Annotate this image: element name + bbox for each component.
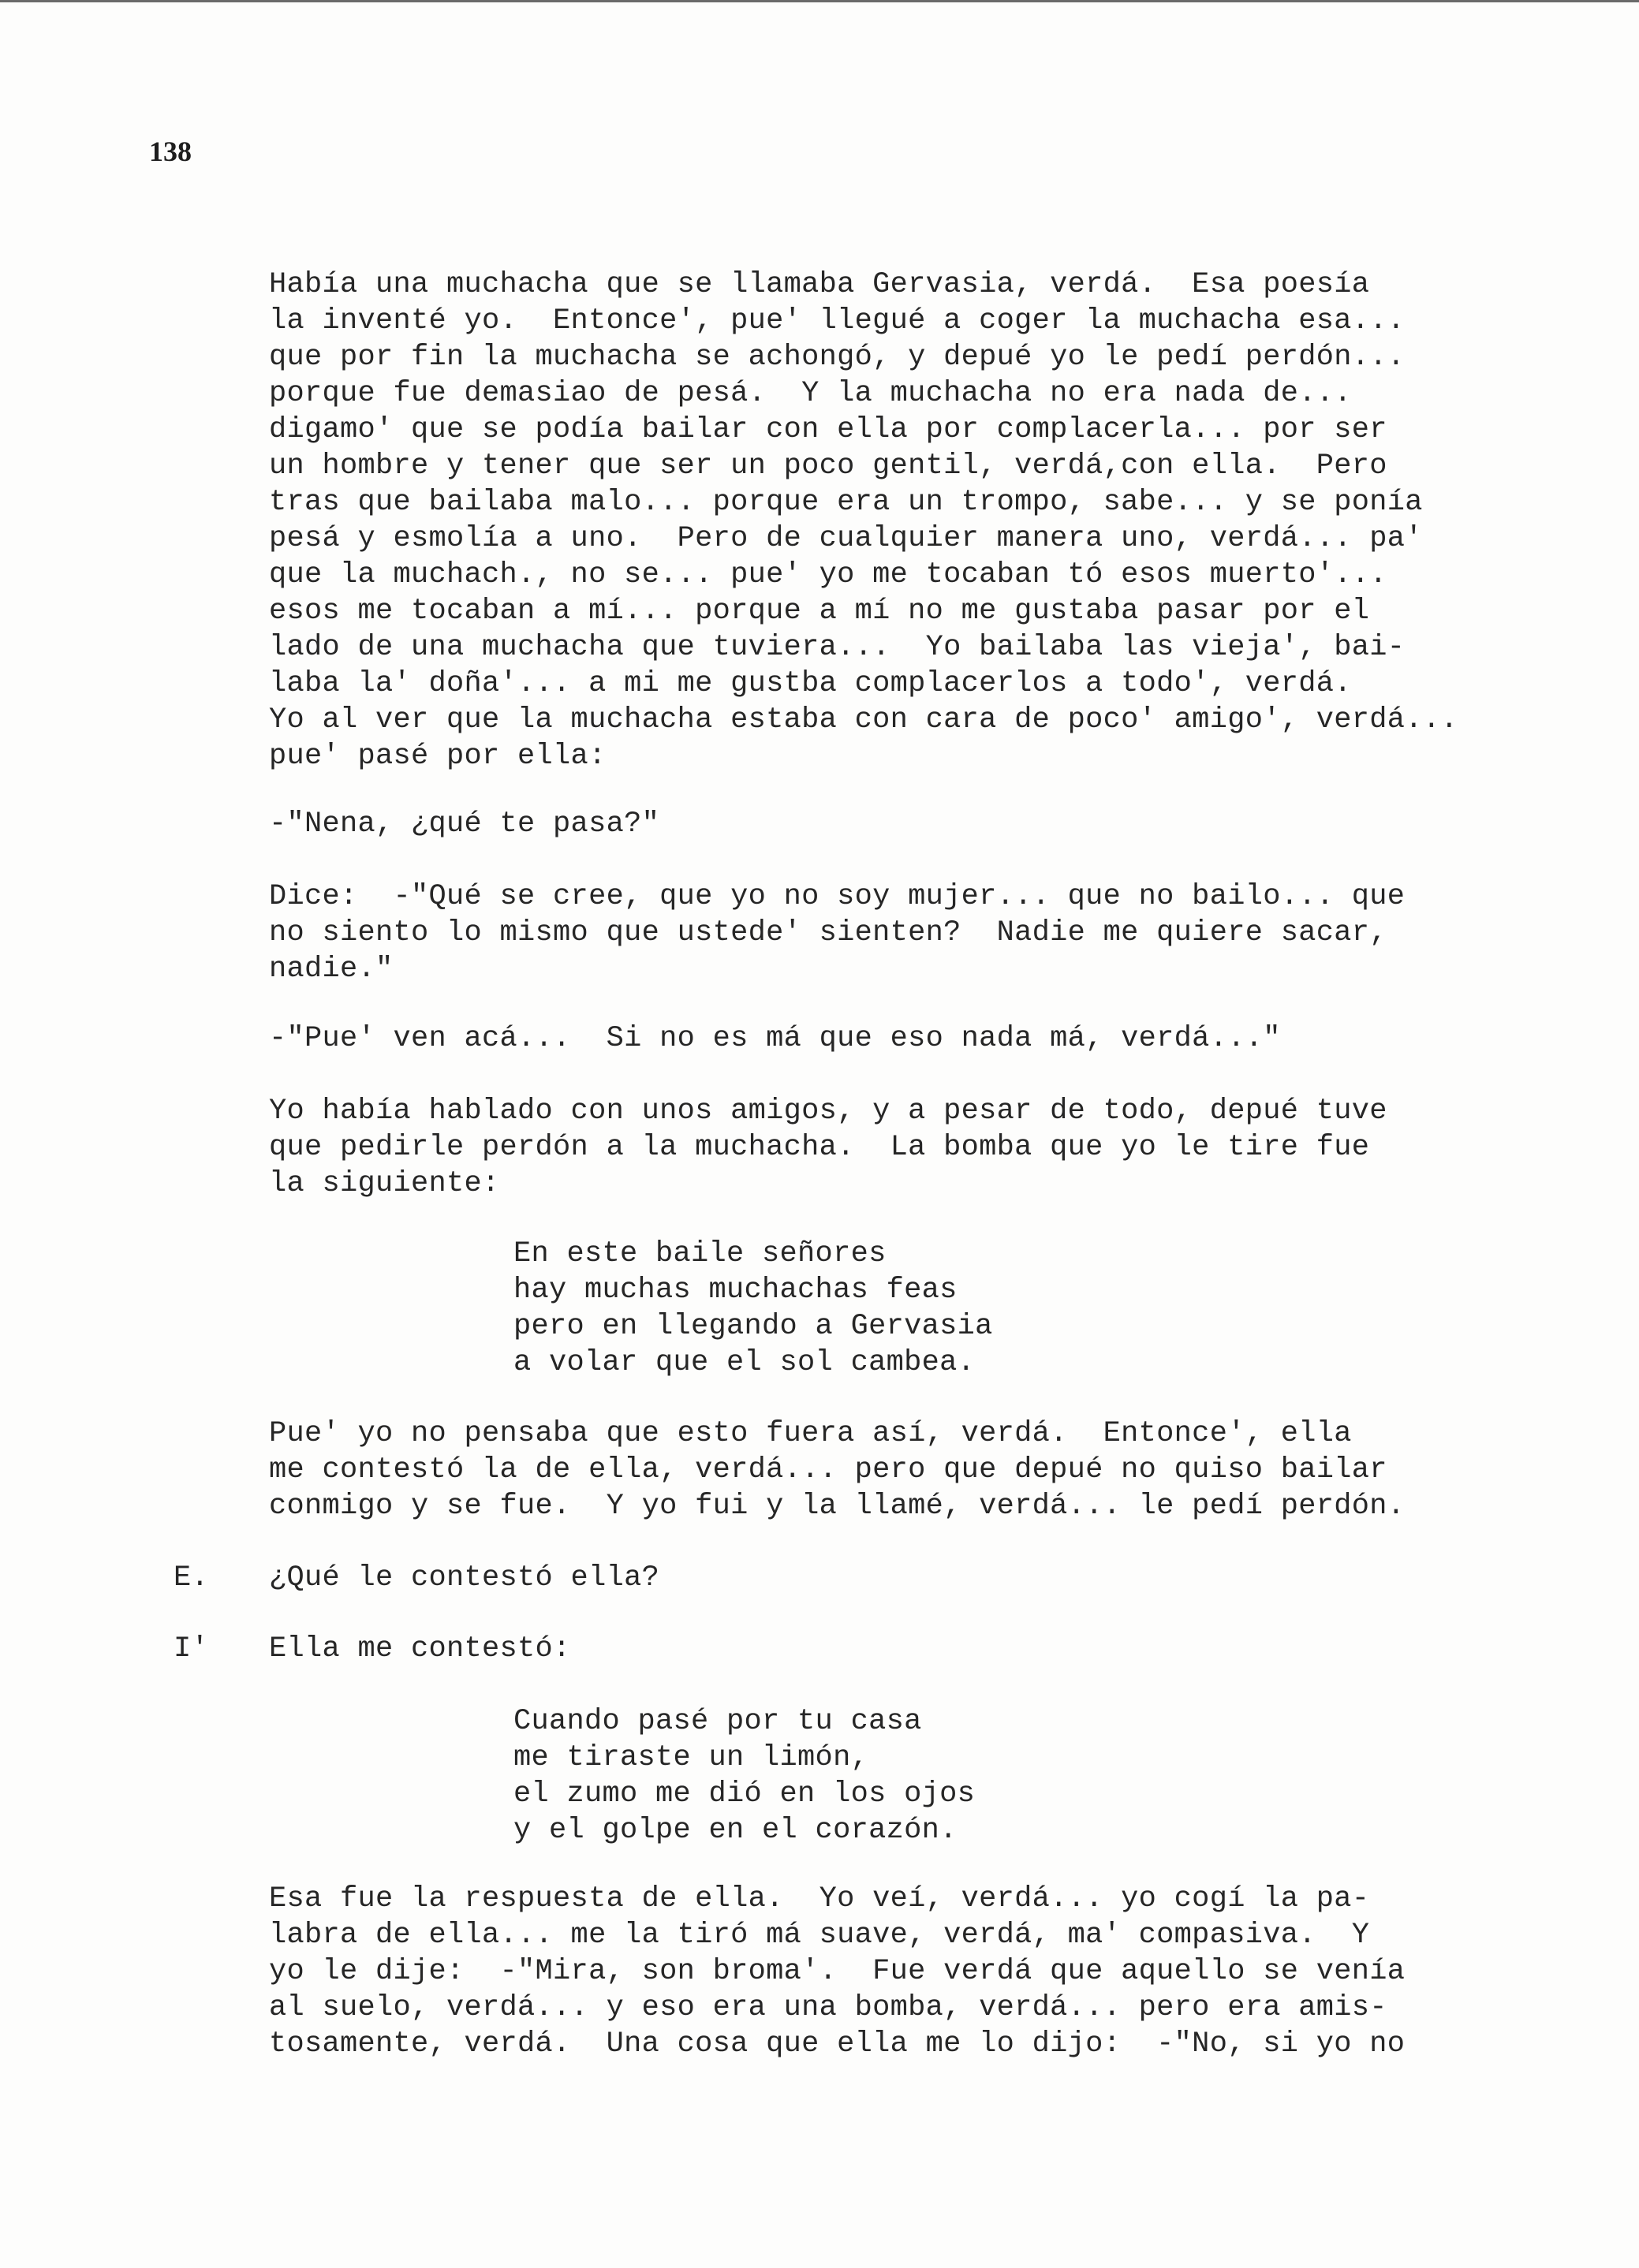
- text-line: que la muchach., no se... pue' yo me tocaban tó esos muerto'...: [269, 558, 1387, 591]
- narrative-paragraph: [269, 1416, 1405, 1524]
- text-line: digamo' que se podía bailar con ella por complacerla... por ser: [269, 413, 1387, 446]
- verse-line: me tiraste un limón,: [513, 1741, 869, 1774]
- text-line: nadie.": [269, 953, 394, 986]
- verse-line: hay muchas muchachas feas: [513, 1274, 958, 1307]
- text-line: -"Pue' ven acá... Si no es má que eso nada má, verdá...": [269, 1022, 1281, 1055]
- text-line: Dice: -"Qué se cree, que yo no soy mujer... que no bailo... que: [269, 880, 1406, 913]
- text-line: lado de una muchacha que tuviera... Yo bailaba las vieja', bai-: [269, 631, 1406, 664]
- verse-line: y el golpe en el corazón.: [513, 1814, 958, 1847]
- interviewer-label: E.: [174, 1561, 209, 1595]
- narrative-paragraph: [269, 1881, 1405, 2062]
- text-line: que pedirle perdón a la muchacha. La bomba que yo le tire fue: [269, 1131, 1370, 1164]
- informant-answer: [269, 1631, 571, 1667]
- verse-stanza: [513, 1236, 993, 1381]
- text-line: Ella me contestó:: [269, 1632, 571, 1666]
- text-line: un hombre y tener que ser un poco gentil, verdá,con ella. Pero: [269, 449, 1387, 483]
- text-line: labra de ella... me la tiró má suave, verdá, ma' compasiva. Y: [269, 1919, 1370, 1952]
- page-top-edge: [0, 0, 1639, 2]
- text-line: al suelo, verdá... y eso era una bomba, verdá... pero era amis-: [269, 1991, 1387, 2024]
- text-line: pue' pasé por ella:: [269, 740, 607, 773]
- text-line: esos me tocaban a mí... porque a mí no me gustaba pasar por el: [269, 595, 1370, 628]
- verse-line: a volar que el sol cambea.: [513, 1346, 976, 1379]
- text-line: Pue' yo no pensaba que esto fuera así, verdá. Entonce', ella: [269, 1417, 1352, 1450]
- text-line: Yo al ver que la muchacha estaba con cara de poco' amigo', verdá...: [269, 703, 1458, 737]
- text-line: la inventé yo. Entonce', pue' llegué a coger la muchacha esa...: [269, 304, 1406, 338]
- text-line: tosamente, verdá. Una cosa que ella me lo dijo: -"No, si yo no: [269, 2027, 1406, 2061]
- dialogue-quote: [269, 878, 1405, 987]
- verse-line: pero en llegando a Gervasia: [513, 1310, 993, 1343]
- dialogue-quote: [269, 1020, 1281, 1057]
- text-line: pesá y esmolía a uno. Pero de cualquier manera uno, verdá... pa': [269, 522, 1423, 555]
- text-line: que por fin la muchacha se achongó, y depué yo le pedí perdón...: [269, 341, 1406, 374]
- text-line: la siguiente:: [269, 1167, 500, 1200]
- text-line: ¿Qué le contestó ella?: [269, 1561, 660, 1595]
- text-line: porque fue demasiao de pesá. Y la muchacha no era nada de...: [269, 377, 1352, 410]
- text-line: tras que bailaba malo... porque era un trompo, sabe... y se ponía: [269, 486, 1423, 519]
- dialogue-quote: [269, 806, 659, 842]
- verse-line: Cuando pasé por tu casa: [513, 1705, 922, 1738]
- interviewer-question: [269, 1560, 659, 1596]
- text-line: no siento lo mismo que ustede' sienten? Nadie me quiere sacar,: [269, 916, 1387, 949]
- text-line: -"Nena, ¿qué te pasa?": [269, 808, 660, 841]
- verse-line: el zumo me dió en los ojos: [513, 1777, 976, 1811]
- page-number: 138: [149, 136, 192, 167]
- text-line: Había una muchacha que se llamaba Gervasia, verdá. Esa poesía: [269, 268, 1370, 301]
- informant-label: I': [174, 1632, 209, 1666]
- text-line: conmigo y se fue. Y yo fui y la llamé, verdá... le pedí perdón.: [269, 1490, 1406, 1523]
- narrative-paragraph: [269, 267, 1458, 774]
- verse-line: En este baile señores: [513, 1237, 887, 1270]
- verse-stanza: [513, 1703, 975, 1848]
- text-line: me contestó la de ella, verdá... pero que depué no quiso bailar: [269, 1453, 1387, 1487]
- text-line: laba la' doña'... a mi me gustba complacerlos a todo', verdá.: [269, 667, 1352, 700]
- text-line: Esa fue la respuesta de ella. Yo veí, verdá... yo cogí la pa-: [269, 1882, 1370, 1915]
- text-line: yo le dije: -"Mira, son broma'. Fue verdá que aquello se venía: [269, 1955, 1406, 1988]
- narrative-paragraph: [269, 1093, 1387, 1202]
- text-line: Yo había hablado con unos amigos, y a pesar de todo, depué tuve: [269, 1095, 1387, 1128]
